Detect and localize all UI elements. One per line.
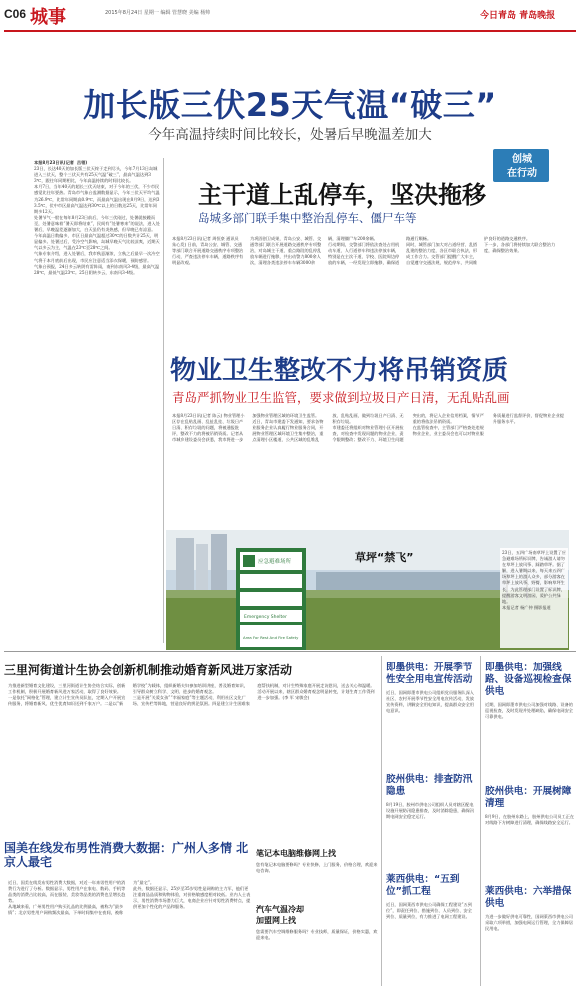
section-rule: [4, 651, 576, 652]
ad-body-2: 您需要汽车空调维修服务吗？专业技师，质量保证，价格实惠，欢迎来电。: [256, 929, 378, 941]
dateline: 2015年8月24日 星期一 编辑 管慧晓 美编 杨帅: [105, 10, 211, 16]
paper-name: 今日青岛 青岛晚报: [480, 11, 556, 21]
sidebar-right-body-2: 8月9日，在胶州东路上，胶州供电公司员工正在对线路下方树障进行清理，确保线路安全运行。: [485, 814, 575, 826]
photo-caption-text: 23日，五四广场南草坪上设置了应急避难场所标识牌，告诫游人请勿在草坪上放风筝、踩踏草坪。据了解，进入暑期以来，每天来五四广场草坪上的游人众多，部分游客在草坪上放风筝、野餐，影响草坪生长，为此管理部门设置了标识牌，提醒游客文明游园，爱护公共绿地。: [502, 550, 566, 604]
story3-body: 本报8月23日讯(记者 陈云) 物业管理小区存在乱贴乱画、乱扯乱挂、垃圾日产日清、积存垃圾的问题，将被通报批评，整改不力的将被吊销资质。记者从市城乡建设委员会获悉，我市将进一步加强物业管理区域的环境卫生监管。 近日，青岛市建委下发通知，要求各物业服务企业认真履行物业服务合同，开展物业管理区域环境卫生集中整治，重点清理小区楼道、公共区域的乱堆乱放、乱贴乱画，做到垃圾日产日清、无积存垃圾。 市建委还将组织对物业管理小区开展检查，对检查中发现问题的物业企业，责令限期整改；整改不力、环境卫生问题突出的，将记入企业信用档案，情节严重的将依法吊销资质。 在监管检查中，主管部门严格查处违规物业企业，业主委员会也可以对物业服务质量进行监督评价，督促物业企业提升服务水平。: [172, 413, 564, 443]
ad-body-1: 您有笔记本电脑要修吗？专业快修，上门服务，价格合理，欢迎来电咨询。: [256, 862, 378, 874]
story4-body: 为推进新型婚育文化建设，三里河街道计生协会结合实际，创新工作机制，积极开展婚育新风进万家活动，取得了良好效果。 一是依托“网格化”管理，建立计生宣传员队伍，定期入户开展宣传服务，将婚育新风、优生优育知识送到千家万户。二是以“新婚学校”为载体，组织新婚夫妇参加培训讲座，普及婚育知识，引导群众树立科学、文明、进步的婚育观念。 三是开展“关爱女孩”“幸福家庭”等主题活动，利用社区文化广场、宣传栏等阵地，营造良好的舆论氛围。四是建立计生困难家庭帮扶机制，对计生特殊家庭开展走访慰问，送去关心和温暖。 活动开展以来，辖区群众婚育观念明显转变，计划生育工作得到进一步加强。(李 军 宋敏会): [8, 683, 375, 707]
top-rule: [4, 30, 576, 32]
story2-headline: 主干道上乱停车，坚决拖移: [198, 181, 486, 209]
sidebar-mid-body-2: 8月19日，胶州市供电公司组织人员对辖区配电设施开展防汛隐患排查，及时消除隐患，确保汛期电网安全稳定运行。: [386, 802, 474, 820]
story2-body: 本报8月23日讯(记者 周恒豪 通讯员 朱心发) 日前，青岛公安、城管、交通等部门联合开展道路交通秩序专项整治行动，严查违法停车车辆，道路秩序有明显改观。 为巩固创卫成果，青岛公安、城管、交通等部门联合开展道路交通秩序专项整治，对岛城主干道、重点路段的乱停乱放车辆进行拖移，共出动警力800余人次，清理各类违法停车车辆3000余辆，清理僵尸车200余辆。 行动期间，交警部门将依法查处占用机动车道、人行道停车和违法停放车辆，特别是在主次干道、学校、医院周边停放的车辆，一经发现立即拖移，确保道路通行顺畅。 同时，城管部门加大对占道经营、乱搭乱建的整治力度，各区市联合执法，形成工作合力。交管部门提醒广大车主，自觉遵守交通法规，规范停车，共同维护良好的道路交通秩序。 下一步，各部门将持续加大联合整治力度，确保整治效果。: [172, 236, 556, 266]
story3-subheadline: 青岛严抓物业卫生监管，要求做到垃圾日产日清，无乱贴乱画: [172, 390, 510, 405]
lead-subheadline: 今年高温持续时间比较长，处暑后早晚温差加大: [148, 127, 432, 143]
lead-headline: 加长版三伏25天气温“破三”: [83, 86, 497, 124]
story5-body: 近日，国美在线发布男性消费大数据，对近一年来男性用户的消费行为进行了分析。数据显示，男性用户在家电、数码、手机等品类的消费占比较高，而在服装、美妆等品类的消费也呈增长趋势。 从地域来看，广州男性用户购买礼品的比例最高，被称为“最多情”；北京男性用户网购频次最高、下单时间集中在夜间，被称为“最宅”。 此外，数据还显示，25岁至35岁男性是网购的主力军，他们更注重商品品质和购物体验，对价格敏感度相对较低。业内人士表示，男性消费市场潜力巨大，电商企业应针对男性消费特点，提供更加个性化的产品和服务。: [8, 880, 251, 916]
sidebar-right: [485, 662, 575, 986]
badge-line-1: 创城: [512, 154, 532, 165]
sidebar-middle: [386, 662, 476, 986]
classified-ads: [256, 848, 378, 986]
column-divider: [480, 656, 481, 986]
lead-byline: 本报8月23日讯(记者 吕翎): [34, 160, 88, 165]
section-title: 城事: [30, 7, 66, 28]
photo-caption: [500, 548, 568, 648]
sidebar-right-body-3: 为进一步做好供电可靠性，国网莱西市供电公司采取六项举措，加强电网运行管理，全力保障居民用电。: [485, 914, 573, 932]
ad-title-2: 汽车气温冷却: [256, 905, 304, 914]
lead-body: [34, 160, 160, 640]
story2-subheadline: 岛城多部门联手集中整治乱停车、僵尸车等: [198, 211, 417, 225]
sidebar-mid-body-3: 近日，国网莱西市供电公司确保工程建设“五到位”，即责任到位、措施到位、人员到位、安全到位、质量到位，有力推进了电网工程建设。: [386, 902, 472, 920]
photo-credit: 本报记者 杨广仲 摄影报道: [502, 604, 551, 610]
sign-text-1: 应急避难场所: [258, 559, 292, 565]
sidebar-mid-head-2: 胶州供电：排查防汛隐患: [386, 774, 473, 797]
ad-title-1: 笔记本电脑维修网上找: [256, 849, 336, 858]
sidebar-mid-head-3: 莱西供电：“五到位”抓工程: [386, 874, 460, 897]
photo-caption-title: 草坪“禁飞”: [355, 551, 414, 564]
sidebar-mid-head-1: 即墨供电：开展季节性安全用电宣传活动: [386, 662, 473, 685]
ad-title-3: 加盟网上找: [256, 916, 296, 925]
story3-headline: 物业卫生整改不力将吊销资质: [170, 356, 509, 386]
sidebar-right-head-3: 莱西供电：六举措保供电: [485, 886, 572, 909]
sidebar-right-head-2: 胶州供电：开展树障清理: [485, 786, 572, 809]
page-number: C06: [4, 7, 27, 21]
sign-text-3: Area For Rest And Fire Safety: [243, 635, 299, 640]
column-divider: [381, 656, 382, 986]
story4-headline: 三里河街道计生协会创新机制推动婚育新风进万家活动: [4, 663, 293, 677]
sidebar-right-body-1: 近期，国网即墨市供电公司加强对线路、设备的巡视检查，及时发现并处理缺陷，确保电网安全可靠供电。: [485, 702, 573, 720]
sidebar-mid-body-1: 近日，国网即墨市供电公司组织党员服务队深入社区、农村开展季节性安全用电宣传活动，发放宣传资料，讲解安全用电知识，提高群众安全用电意识。: [386, 690, 474, 714]
badge-line-2: 在行动: [507, 168, 537, 179]
lead-text: 23日，长达40天的加长版三伏天终于走到尽头，今年7月13日岛城进入三伏天，整个三伏天共有25天气温“破三”，最高气温达到33℃，跟往年同期相比，今年高温持续的时间比较长。 本月7日，当年40天的超长三伏天结束，对于今年的三伏，不少市民感觉比往年要热。青岛市气象台监测数据显示，今年三伏天平均气温为26.9℃，比常年同期高0.9℃，而最高气温出现在8月9日，达到33.5℃，伏中市区最高气温达到30℃以上的日数达25天，比常年同期多12天。 处暑节气一般在每年8月23日前后，今年三伏刚过，处暑就接踵而至，处暑意味着“暑天即将结束”，民间有“处暑寒来”的说法，进入处暑后，早晚温差逐渐加大，白天虽仍有炎热感，但早晚已有凉意。 今年高温日数偏多，市区日最高气温超过30℃的日数共计25天，明显偏多。处暑过后，受冷空气影响，岛城早晚天气比较凉爽，近期天气以多云为主，气温在23℃至28℃之间。 气象专家介绍，进入处暑后，我市秋意渐浓，立秋之后最早一次冷空气将于本月底前后出现，市民应注意适当添衣保暖，预防感冒。 气象台预报，24日多云转阴有雷阵雨，南到东南风3-4级，最高气温28℃，最低气温23℃。25日阴转多云，东南风3-4级。: [34, 166, 160, 275]
sign-text-2: Emergency Shelter: [244, 615, 287, 620]
story5-headline: 国美在线发布男性消费大数据：广州人多情 北京人最宅: [4, 841, 249, 869]
column-divider: [163, 158, 164, 643]
sidebar-right-head-1: 即墨供电：加强线路、设备巡视检查保供电: [485, 662, 572, 697]
